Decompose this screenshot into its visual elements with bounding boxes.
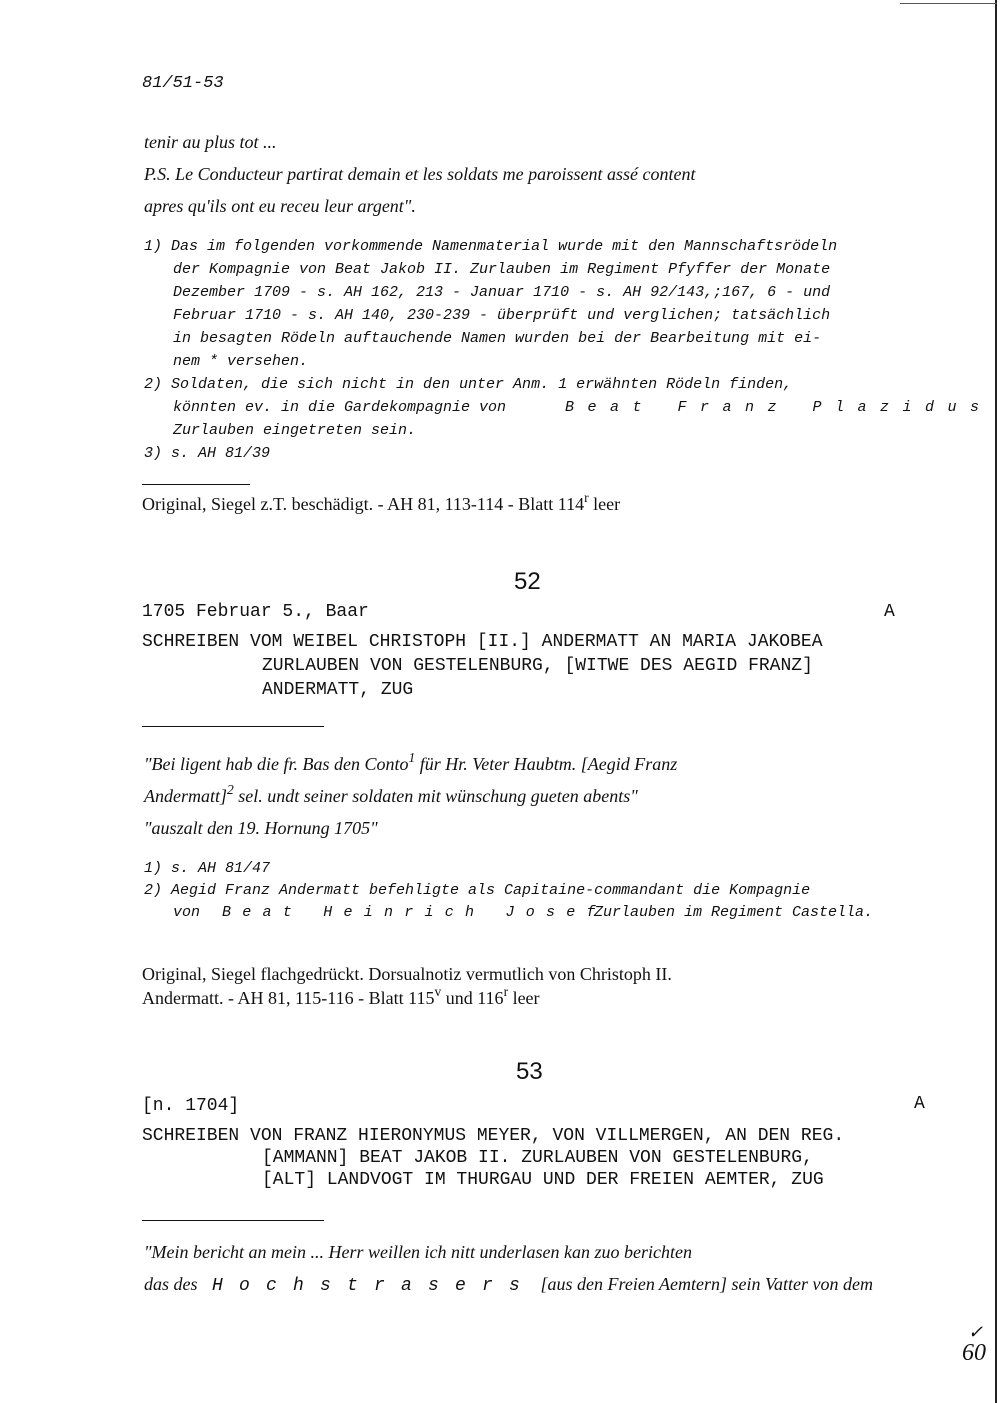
doc51-note-line: Februar 1710 - s. AH 140, 230-239 - überprüft und verglichen; tatsächlich bbox=[173, 307, 831, 324]
doc51-note-line: 2) Soldaten, die sich nicht in den unter Anm. 1 erwähnten Rödeln finden, bbox=[144, 376, 793, 393]
doc51-note-line: Dezember 1709 - s. AH 162, 213 - Januar 1710 - s. AH 92/143,;167, 6 - und bbox=[173, 284, 831, 301]
doc52-title-line: ZURLAUBEN VON GESTELENBURG, [WITWE DES AEGID FRANZ] bbox=[262, 656, 813, 676]
check-mark: ✓ bbox=[968, 1322, 984, 1342]
doc52-text-line-3: "auszalt den 19. Hornung 1705" bbox=[144, 818, 378, 838]
doc51-source-text: Original, Siegel z.T. beschädigt. - AH 81, 113-114 - Blatt 114 bbox=[142, 494, 585, 514]
separator-rule bbox=[142, 1220, 324, 1221]
doc51-text-line-2: P.S. Le Conducteur partirat demain et les soldats me paroissent assé content bbox=[144, 164, 696, 184]
doc53-text-line-1: "Mein bericht an mein ... Herr weillen ich nitt underlasen kan zuo berichten bbox=[144, 1242, 692, 1262]
doc53-title-line: [AMMANN] BEAT JAKOB II. ZURLAUBEN VON GESTELENBURG, bbox=[262, 1148, 813, 1168]
scan-edge-right bbox=[995, 0, 997, 1403]
doc53-title-line: [ALT] LANDVOGT IM THURGAU UND DER FREIEN AEMTER, ZUG bbox=[262, 1170, 824, 1190]
doc51-note-spaced-name: Beat Franz Plazidus bbox=[565, 399, 993, 416]
doc51-note-line: 3) s. AH 81/39 bbox=[144, 445, 271, 462]
doc52-text-line-2 bbox=[144, 781, 638, 807]
doc52-note-line: 2) Aegid Franz Andermatt befehligte als Capitaine-commandant die Kompagnie bbox=[144, 882, 811, 899]
doc52-note-line: Zurlauben im Regiment Castella. bbox=[594, 904, 874, 921]
doc52-date: 1705 Februar 5., Baar bbox=[142, 602, 369, 622]
doc51-source-line bbox=[142, 489, 621, 515]
doc52-text-part: sel. undt seiner soldaten mit wünschung gueten abents" bbox=[233, 786, 638, 806]
separator-rule bbox=[142, 484, 250, 485]
doc51-note-line: in besagten Rödeln auftauchende Namen wurden bei der Bearbeitung mit ei- bbox=[173, 330, 822, 347]
doc53-number: 53 bbox=[516, 1058, 543, 1085]
doc52-source-line-2 bbox=[142, 983, 540, 1009]
doc51-source-sup: r bbox=[584, 489, 589, 505]
doc52-source-part: leer bbox=[508, 988, 540, 1008]
doc51-source-end: leer bbox=[588, 494, 621, 514]
doc52-source-line-1: Original, Siegel flachgedrückt. Dorsualnotiz vermutlich von Christoph II. bbox=[142, 964, 672, 984]
doc52-source-sup: r bbox=[503, 983, 509, 999]
doc51-note-line: nem * versehen. bbox=[173, 353, 309, 370]
page-number: 60 bbox=[962, 1340, 986, 1366]
doc52-title-line: ANDERMATT, ZUG bbox=[262, 680, 414, 700]
doc52-text-part: für Hr. Veter Haubtm. [Aegid Franz bbox=[415, 754, 678, 774]
footnote-ref: 1 bbox=[408, 749, 416, 765]
doc53-marker: A bbox=[914, 1094, 925, 1114]
doc53-text-part: das des bbox=[144, 1274, 198, 1294]
doc51-note-line: der Kompagnie von Beat Jakob II. Zurlauben im Regiment Pfyffer der Monate bbox=[173, 261, 831, 278]
doc52-title-line: SCHREIBEN VOM WEIBEL CHRISTOPH [II.] ANDERMATT AN MARIA JAKOBEA bbox=[142, 632, 823, 652]
separator-rule bbox=[142, 726, 324, 727]
doc52-source-part: Andermatt. - AH 81, 115-116 - Blatt 115 bbox=[142, 988, 435, 1008]
doc53-title-line: SCHREIBEN VON FRANZ HIERONYMUS MEYER, VON VILLMERGEN, AN DEN REG. bbox=[142, 1126, 845, 1146]
doc53-text-line-2 bbox=[144, 1274, 873, 1296]
doc52-text-part: Andermatt] bbox=[144, 786, 227, 806]
doc52-note-line: 1) s. AH 81/47 bbox=[144, 860, 271, 877]
footnote-ref: 2 bbox=[227, 781, 234, 797]
doc52-source-sup: v bbox=[434, 983, 442, 999]
doc52-note-spaced-name: Beat Heinrich Josef bbox=[222, 904, 607, 921]
doc51-text-line-1: tenir au plus tot ... bbox=[144, 132, 277, 152]
doc52-source-part: und 116 bbox=[441, 988, 504, 1008]
doc51-note-line: 1) Das im folgenden vorkommende Namenmaterial wurde mit den Mannschaftsrödeln bbox=[144, 238, 838, 255]
doc51-note-line: könnten ev. in die Gardekompagnie von bbox=[173, 399, 507, 416]
doc52-text-line-1 bbox=[144, 749, 678, 775]
doc53-text-part: [aus den Freien Aemtern] sein Vatter von dem bbox=[540, 1274, 873, 1294]
doc52-number: 52 bbox=[514, 568, 541, 595]
doc53-date: [n. 1704] bbox=[142, 1096, 240, 1116]
doc51-note-line: Zurlauben eingetreten sein. bbox=[173, 422, 417, 439]
doc52-note-line: von bbox=[173, 904, 201, 921]
scan-edge-top bbox=[900, 3, 997, 4]
doc53-spaced-name: Hochstrasers bbox=[212, 1276, 537, 1296]
doc52-text-part: "Bei ligent hab die fr. Bas den Conto bbox=[144, 754, 409, 774]
doc51-text-line-3: apres qu'ils ont eu receu leur argent". bbox=[144, 196, 416, 216]
page-reference: 81/51-53 bbox=[142, 74, 224, 93]
doc52-marker: A bbox=[884, 602, 895, 622]
